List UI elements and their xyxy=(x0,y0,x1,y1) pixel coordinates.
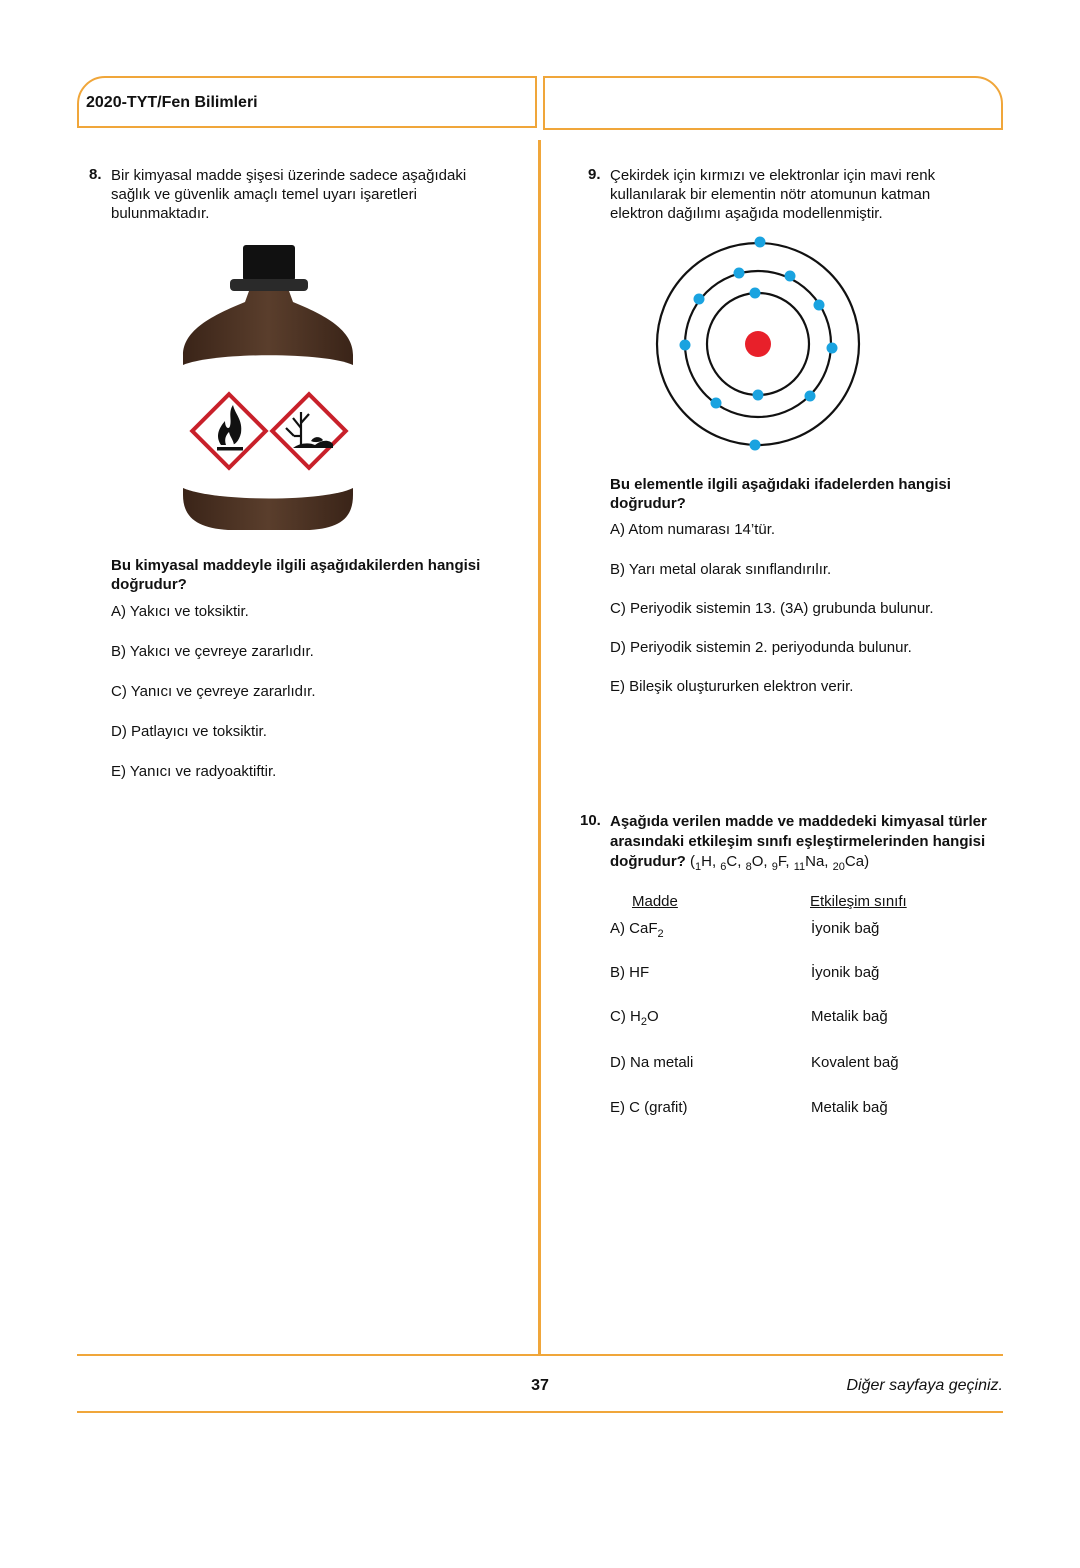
q10-option-e[interactable]: E) C (grafit) xyxy=(610,1099,688,1116)
q8-option-c[interactable]: C) Yanıcı ve çevreye zararlıdır. xyxy=(111,683,316,700)
footer-bottom-rule xyxy=(77,1411,1003,1413)
q8-question: Bu kimyasal maddeyle ilgili aşağıdakilerden hangisi doğrudur? xyxy=(111,557,481,593)
q9-option-a[interactable]: A) Atom numarası 14’tür. xyxy=(610,521,776,538)
bottle-cap xyxy=(243,245,295,281)
q10-option-c[interactable]: C) $H_2O$ xyxy=(610,1008,659,1028)
header-title: 2020-TYT/Fen Bilimleri xyxy=(86,94,258,111)
q9-stem: Çekirdek için kırmızı ve elektronlar için mavi renk kullanılarak bir elementin nötr atomunun katman elektron dağılımı aşağıda modellenmiştir. xyxy=(610,167,936,222)
electron xyxy=(750,440,761,451)
q9-option-c[interactable]: C) Periyodik sistemin 13. (3A) grubunda bulunur. xyxy=(610,600,934,617)
q10-option-d-value: Kovalent bağ xyxy=(811,1054,899,1071)
q8-option-a[interactable]: A) Yakıcı ve toksiktir. xyxy=(111,603,249,620)
q10-col-madde: Madde xyxy=(632,893,678,910)
q8-stem: Bir kimyasal madde şişesi üzerinde sadece aşağıdaki sağlık ve güvenlik amaçlı temel uyarı işaretleri bulunmaktadır. xyxy=(111,167,467,222)
q10-option-b[interactable]: B) HF xyxy=(610,964,650,981)
atom-model-figure xyxy=(650,235,870,453)
q8-option-b[interactable]: B) Yakıcı ve çevreye zararlıdır. xyxy=(111,643,314,660)
electron xyxy=(827,343,838,354)
q10-option-c-value: Metalik bağ xyxy=(811,1008,888,1025)
electron xyxy=(711,398,722,409)
header-right-box xyxy=(543,76,1003,130)
electron xyxy=(814,300,825,311)
q9-option-b[interactable]: B) Yarı metal olarak sınıflandırılır. xyxy=(610,561,832,578)
q10-stem: Aşağıda verilen madde ve maddedeki kimyasal türler arasındaki etkileşim sınıfı eşleştirmelerinden hangisi doğrudur? ($_1H$, $_6$C, $_8$O, $_9$F, $_{11}$Na, $_{20}$Ca) xyxy=(610,813,987,873)
q9-option-e[interactable]: E) Bileşik oluştururken elektron verir. xyxy=(610,678,854,695)
nucleus xyxy=(745,331,771,357)
q9-number: 9. xyxy=(588,166,601,183)
next-page-text: Diğer sayfaya geçiniz. xyxy=(846,1377,1003,1394)
electron xyxy=(755,237,766,248)
q10-element-list: ($_1H$, $_6$C, $_8$O, $_9$F, $_{11}$Na, $_{20}$Ca) xyxy=(690,853,870,873)
page-number: 37 xyxy=(531,1377,549,1394)
column-divider xyxy=(538,140,541,1354)
footer-top-rule xyxy=(77,1354,1003,1356)
q8-option-e[interactable]: E) Yanıcı ve radyoaktiftir. xyxy=(111,763,277,780)
q10-option-d[interactable]: D) Na metali xyxy=(610,1054,694,1071)
q10-number: 10. xyxy=(580,812,601,829)
q8-option-d[interactable]: D) Patlayıcı ve toksiktir. xyxy=(111,723,267,740)
q10-option-e-value: Metalik bağ xyxy=(811,1099,888,1116)
electron xyxy=(680,340,691,351)
electron xyxy=(734,268,745,279)
q9-question: Bu elementle ilgili aşağıdaki ifadelerden hangisi doğrudur? xyxy=(610,476,951,512)
q10-option-a[interactable]: A) CaF$_2$ xyxy=(610,920,664,940)
q10-option-a-value: İyonik bağ xyxy=(811,920,880,937)
electron xyxy=(694,294,705,305)
electron xyxy=(805,391,816,402)
electron xyxy=(750,288,761,299)
q8-number: 8. xyxy=(89,166,102,183)
q9-option-d[interactable]: D) Periyodik sistemin 2. periyodunda bulunur. xyxy=(610,639,912,656)
electron xyxy=(753,390,764,401)
electron xyxy=(785,271,796,282)
q10-option-b-value: İyonik bağ xyxy=(811,964,880,981)
q10-col-etkilesim: Etkileşim sınıfı xyxy=(810,893,907,910)
chemical-bottle-figure xyxy=(175,240,365,535)
bottle-cap-ring xyxy=(230,279,308,291)
